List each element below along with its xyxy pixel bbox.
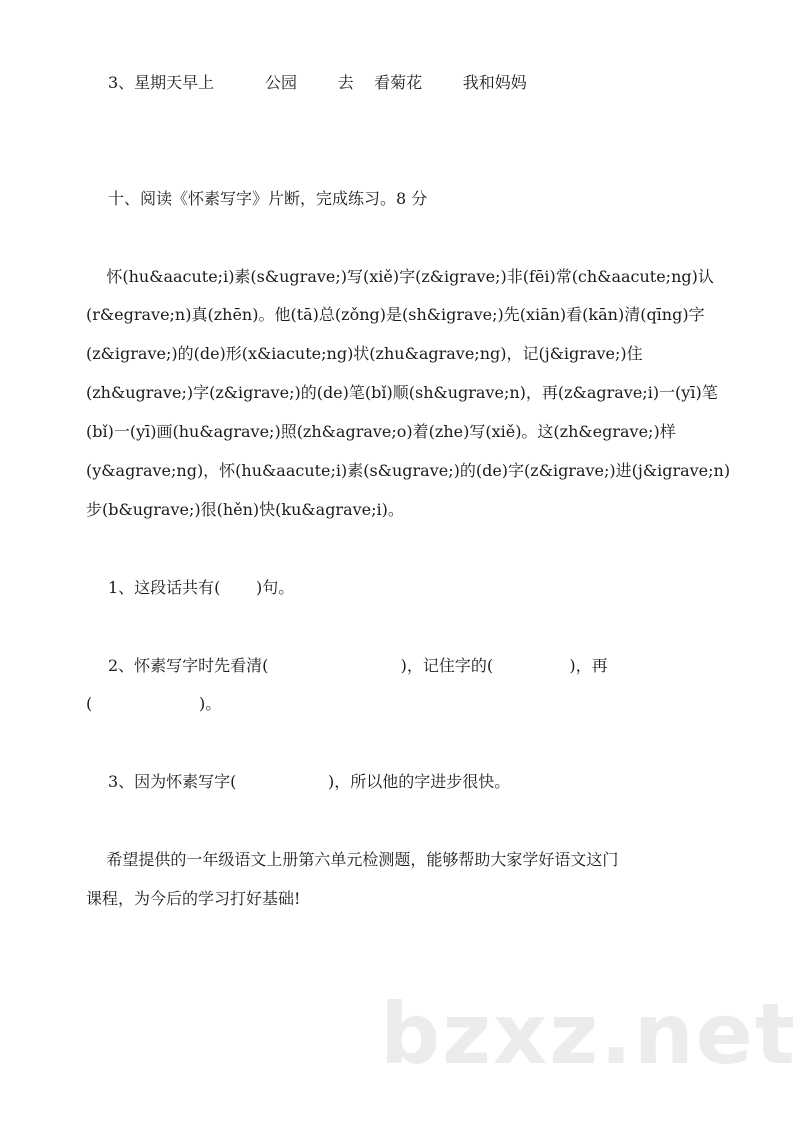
closing-line: 希望提供的一年级语文上册第六单元检测题，能够帮助大家学好语文这门	[86, 850, 619, 869]
passage-line: (bǐ)一(yī)画(hu&agrave;)照(zh&agrave;o)着(zhe)写(xiě)。这(zh&egrave;)样	[86, 422, 676, 441]
watermark-logo: bzxz.net	[380, 985, 797, 1083]
passage-line: (z&igrave;)的(de)形(x&iacute;ng)状(zhu&agrave;ng)，记(j&igrave;)住	[86, 344, 643, 363]
passage-line: 怀(hu&aacute;i)素(s&ugrave;)写(xiě)字(z&igrave;)非(fēi)常(ch&aacute;ng)认	[86, 267, 714, 286]
question-1: 1、这段话共有( )句。	[108, 578, 295, 597]
passage-line: (y&agrave;ng)，怀(hu&aacute;i)素(s&ugrave;)的(de)字(z&igrave;)进(j&igrave;n)	[86, 461, 731, 480]
question-2-line-1: 2、怀素写字时先看清( )，记住字的( )，再	[108, 656, 608, 675]
question-3: 3、因为怀素写字( )，所以他的字进步很快。	[108, 772, 511, 791]
closing-line: 课程，为今后的学习打好基础!	[86, 889, 301, 908]
passage-line: 步(b&ugrave;)很(hěn)快(ku&agrave;i)。	[86, 500, 404, 519]
sentence-order-question-3: 3、星期天早上 公园 去 看菊花 我和妈妈	[108, 73, 527, 92]
passage-line: (r&egrave;n)真(zhēn)。他(tā)总(zǒng)是(sh&igrave;)先(xiān)看(kān)清(qīng)字	[86, 305, 705, 324]
passage-line: (zh&ugrave;)字(z&igrave;)的(de)笔(bǐ)顺(sh&ugrave;n)，再(z&agrave;i)一(yī)笔	[86, 383, 718, 402]
question-2-line-2: ( )。	[86, 694, 222, 713]
section-10-title: 十、阅读《怀素写字》片断，完成练习。8 分	[108, 189, 428, 208]
